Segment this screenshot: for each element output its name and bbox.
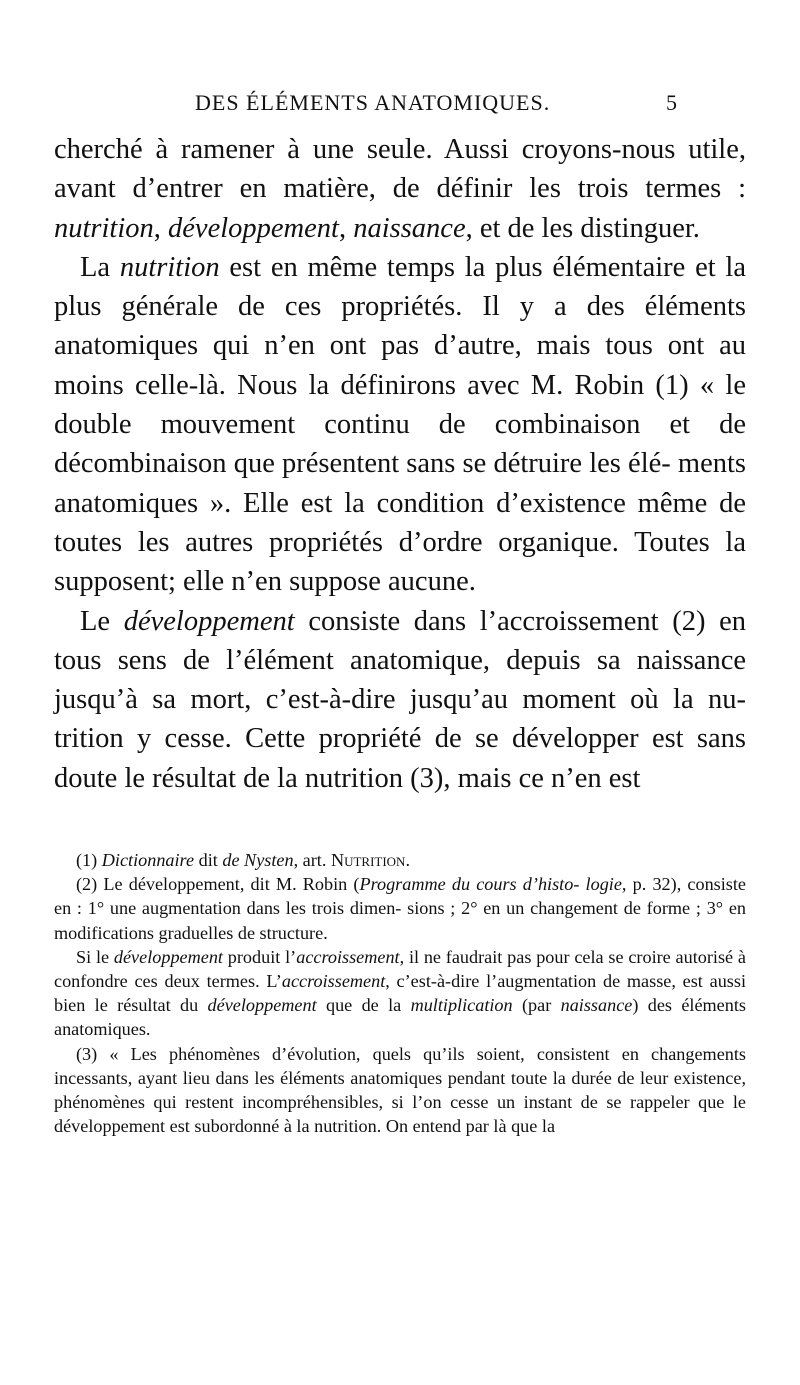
footnote-3-text: (3) « Les phénomènes d’évolution, quels qu’ils soient, consistent en changements incessants, ayant lieu dans les éléments anatomiques pendant toute la durée de leur existence, phénomènes qui restent incompréhensibles, si l’on cesse un instant de se rappeler que le développement est subordonné à la nutrition. On entend par là que la <box>54 1043 746 1137</box>
paragraph-1-text-end: , et de les distinguer. <box>465 212 700 244</box>
page-number: 5 <box>666 90 678 115</box>
footnote-2-text: , p. 32), consiste en : 1° une augmentation dans les trois dimen- sions ; 2° en un changement de forme ; 3° en modifications graduelles de structure. <box>54 874 746 943</box>
term-developpement: développement <box>207 995 317 1016</box>
footnote-1-title: Dictionnaire <box>101 850 195 870</box>
paragraph-3-lead: Le <box>80 605 124 637</box>
term-developpement: développement <box>168 212 339 244</box>
footnote-1-text: . <box>405 850 410 870</box>
paragraph-2 <box>54 248 746 602</box>
footnote-text: , il ne faudrait pas pour cela se croire autorisé à confondre ces deux termes. L’ <box>54 946 746 992</box>
separator: , <box>153 212 169 244</box>
term-accroissement: accroissement <box>296 946 400 967</box>
running-title: DES ÉLÉMENTS ANATOMIQUES. <box>195 90 551 115</box>
footnote-1 <box>54 848 746 872</box>
footnote-1-text: , art. <box>293 850 331 870</box>
page-header <box>0 90 800 118</box>
term-developpement: développement <box>123 605 295 637</box>
separator: , <box>338 212 354 244</box>
footnote-text: , c’est-à-dire l’augmentation de masse, est aussi bien le résultat du <box>54 971 746 1016</box>
footnote-text: ) des éléments anatomiques. <box>54 995 746 1040</box>
footnote-2 <box>54 872 746 945</box>
term-naissance: naissance <box>560 995 633 1016</box>
footnote-1-entry: Nutrition <box>330 850 406 870</box>
footnote-1-author: de Nysten <box>222 850 294 870</box>
footnote-2-text: (2) Le développement, dit M. Robin ( <box>76 874 360 895</box>
term-accroissement: accroissement <box>281 971 386 992</box>
footnote-2-title: Programme du cours d’histo- logie <box>359 874 622 895</box>
term-nutrition: nutrition <box>119 251 220 283</box>
term-naissance: naissance <box>353 212 466 244</box>
term-developpement: développement <box>113 946 223 967</box>
paragraph-1-text: cherché à ramener à une seule. Aussi croyons-nous utile, avant d’entrer en matière, de définir les trois termes : <box>54 134 746 205</box>
footnotes <box>54 848 746 1138</box>
footnote-text: que de la <box>316 995 411 1016</box>
footnote-1-text: dit <box>194 850 223 870</box>
paragraph-2-lead: La <box>80 251 120 283</box>
paragraph-3-text: consiste dans l’accroissement (2) en tous sens de l’élément anatomique, depuis sa naissance jusqu’à sa mort, c’est-à-dire jusqu’au moment où la nu- trition y cesse. Cette propriété de se développer est sans doute le résultat de la nutrition (3), mais ce n’en est <box>54 605 747 794</box>
term-nutrition: nutrition <box>54 212 154 244</box>
footnote-text: Si le <box>76 946 114 967</box>
paragraph-2-text: est en même temps la plus élémentaire et la plus générale de ces propriétés. Il y a des éléments anatomiques qui n’en ont pas d’autre, mais tous ont au moins celle-là. Nous la définirons avec M. Robin (1) « le double mouvement continu de combinaison et de décombinaison que présentent sans se détruire les élé- ments anatomiques ». Elle est la condition d’existence même de toutes les autres propriétés d’ordre organique. Toutes la supposent; elle n’en suppose aucune. <box>54 251 746 598</box>
term-multiplication: multiplication <box>410 995 513 1016</box>
footnote-2-continuation <box>54 945 746 1042</box>
body-text <box>54 130 746 798</box>
footnote-text: produit l’ <box>222 946 297 967</box>
paragraph-3 <box>54 602 746 798</box>
footnote-text: (par <box>512 995 561 1016</box>
paragraph-1 <box>54 130 746 248</box>
footnote-1-marker: (1) <box>76 850 102 870</box>
footnote-3 <box>54 1042 746 1139</box>
